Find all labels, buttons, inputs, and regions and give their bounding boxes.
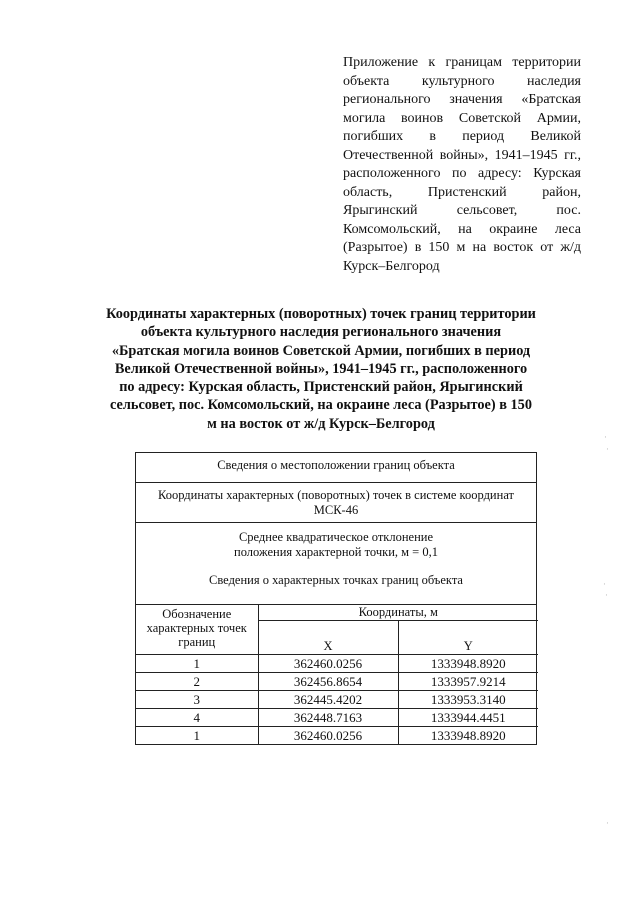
coords-header: Координаты, м xyxy=(258,605,538,620)
point-cell: 3 xyxy=(136,691,258,709)
table-row xyxy=(136,673,538,691)
point-cell: 2 xyxy=(136,673,258,691)
scan-speck: · xyxy=(604,433,607,443)
deviation-value: положения характерной точки, м = 0,1 xyxy=(234,545,438,559)
y-cell: 1333957.9214 xyxy=(398,673,538,691)
deviation-row xyxy=(136,523,536,605)
table-row xyxy=(136,691,538,709)
appendix-note: Приложение к границам территории объекта культурного наследия регионального значения «Братская могила воинов Советской Армии, погибших в период Великой Отечественной войны», 1941–1945 гг., расположенного по адресу: Курская область, Пристенский район, Ярыгинский сельсовет, пос. Комсомольский, на окраине леса (Разрытое) в 150 м на восток от ж/д Курск–Белгород xyxy=(343,55,581,274)
points-info-label: Сведения о характерных точках границ объекта xyxy=(209,573,463,587)
y-cell: 1333953.3140 xyxy=(398,691,538,709)
scan-speck: · xyxy=(603,580,606,590)
y-cell: 1333948.8920 xyxy=(398,727,538,745)
table-row xyxy=(136,727,538,745)
location-info-label: Сведения о местоположении границ объекта xyxy=(217,458,455,472)
boundary-info-table xyxy=(135,452,537,745)
scan-speck: · xyxy=(605,591,608,601)
y-cell: 1333948.8920 xyxy=(398,655,538,673)
designation-header: Обозначение характерных точек границ xyxy=(136,605,258,655)
y-header: Y xyxy=(398,620,538,654)
scan-speck: · xyxy=(606,819,609,829)
y-cell: 1333944.4451 xyxy=(398,709,538,727)
coordinates-table xyxy=(136,605,538,744)
x-cell: 362460.0256 xyxy=(258,727,398,745)
table-row xyxy=(136,709,538,727)
x-cell: 362456.8654 xyxy=(258,673,398,691)
coord-system-row xyxy=(136,483,536,523)
scan-speck: · xyxy=(606,445,609,455)
point-cell: 4 xyxy=(136,709,258,727)
coord-system-name: МСК-46 xyxy=(313,503,359,517)
point-cell: 1 xyxy=(136,655,258,673)
location-info-row xyxy=(136,453,536,483)
coord-system-label: Координаты характерных (поворотных) точек в системе координат xyxy=(157,488,515,502)
document-heading: Координаты характерных (поворотных) точек границ территории объекта культурного наследия регионального значения «Братская могила воинов Советской Армии, погибших в период Великой Отечественной войны», 1941–1945 гг., расположенного по адресу: Курская область, Пристенский район, Ярыгинский сельсовет, пос. Комсомольский, на окраине леса (Разрытое) в 150 м на восток от ж/д Курск–Белгород xyxy=(106,306,536,432)
point-cell: 1 xyxy=(136,727,258,745)
x-cell: 362448.7163 xyxy=(258,709,398,727)
coords-header-row xyxy=(136,605,538,620)
x-cell: 362460.0256 xyxy=(258,655,398,673)
x-header: X xyxy=(258,620,398,654)
deviation-label: Среднее квадратическое отклонение xyxy=(238,530,434,544)
table-row xyxy=(136,655,538,673)
x-cell: 362445.4202 xyxy=(258,691,398,709)
